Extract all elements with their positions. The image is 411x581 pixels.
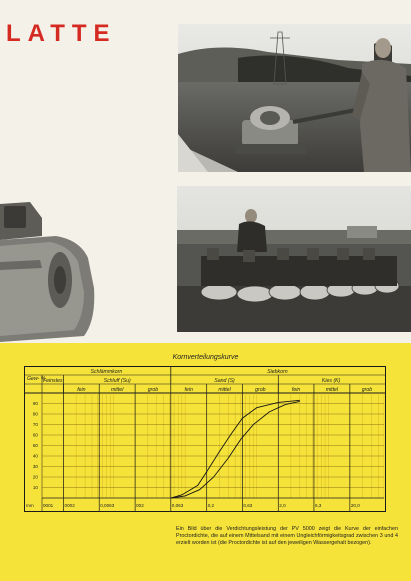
- grain-size-chart: [24, 366, 386, 512]
- page-title: LATTE: [6, 20, 117, 47]
- y-tick-label: 20: [32, 474, 38, 480]
- group-kies: Kies (K): [321, 378, 341, 384]
- subdivision-label: mittel: [325, 387, 339, 393]
- group-sand: Sand (S): [214, 378, 235, 384]
- group-feinstes: Feinstes: [42, 378, 63, 384]
- x-tick-label: 0,0063: [100, 503, 115, 508]
- x-tick-label: 20,0: [350, 503, 360, 508]
- group-schlaemmkorn: Schlämmkorn: [90, 369, 123, 375]
- x-tick-label: 002: [136, 503, 144, 508]
- y-tick-label: 70: [32, 422, 38, 428]
- y-tick-label: 10: [32, 485, 38, 491]
- subdivision-label: fein: [77, 387, 86, 393]
- subdivision-label: fein: [184, 387, 193, 393]
- y-tick-label: 80: [32, 411, 38, 417]
- subdivision-label: grob: [147, 387, 159, 393]
- y-tick-label: 90: [32, 401, 38, 407]
- chart-title: Kornverteilungskurve: [172, 354, 239, 361]
- subdivision-label: fein: [291, 387, 301, 393]
- chart-caption: Ein Bild über die Verdichtungsleistung der PV 5000 zeigt die Kurve der einfachen Proctordichte, die auf einem Mittelsand mit einem Ungleichförmigkeitsgrad zwischen 3 und 4 erzielt worden ist (die Proctordichte ist auf den jeweiligen Wassergehalt bezogen).: [176, 526, 398, 546]
- subdivision-label: mittel: [110, 387, 124, 393]
- photo-plate-compactor-operator: [178, 24, 411, 172]
- photo-compactor-gang: [177, 186, 411, 332]
- y-tick-label: 30: [32, 464, 38, 470]
- x-tick-label: 0,2: [207, 503, 215, 508]
- subdivision-label: grob: [361, 387, 373, 393]
- y-tick-label: 60: [32, 432, 38, 438]
- subdivision-label: grob: [255, 387, 266, 393]
- x-tick-label: 0,063: [171, 503, 184, 508]
- subdivision-label: mittel: [218, 387, 231, 393]
- y-axis-label: Gew- %: [27, 376, 46, 382]
- photo-roller-drum: [0, 196, 97, 344]
- x-tick-label: 2,0: [279, 503, 286, 508]
- x-tick-label: 0002: [64, 503, 75, 508]
- y-tick-label: 50: [32, 443, 38, 449]
- group-siebkorn: Siebkorn: [267, 369, 288, 375]
- group-schluff: Schluff (Su): [103, 378, 131, 384]
- x-tick-label: 0,63: [243, 503, 253, 508]
- x-tick-label: 0001: [43, 503, 54, 508]
- x-tick-label: 6,3: [314, 503, 322, 508]
- y-tick-label: 40: [32, 453, 38, 459]
- x-unit-label: mm: [26, 503, 34, 508]
